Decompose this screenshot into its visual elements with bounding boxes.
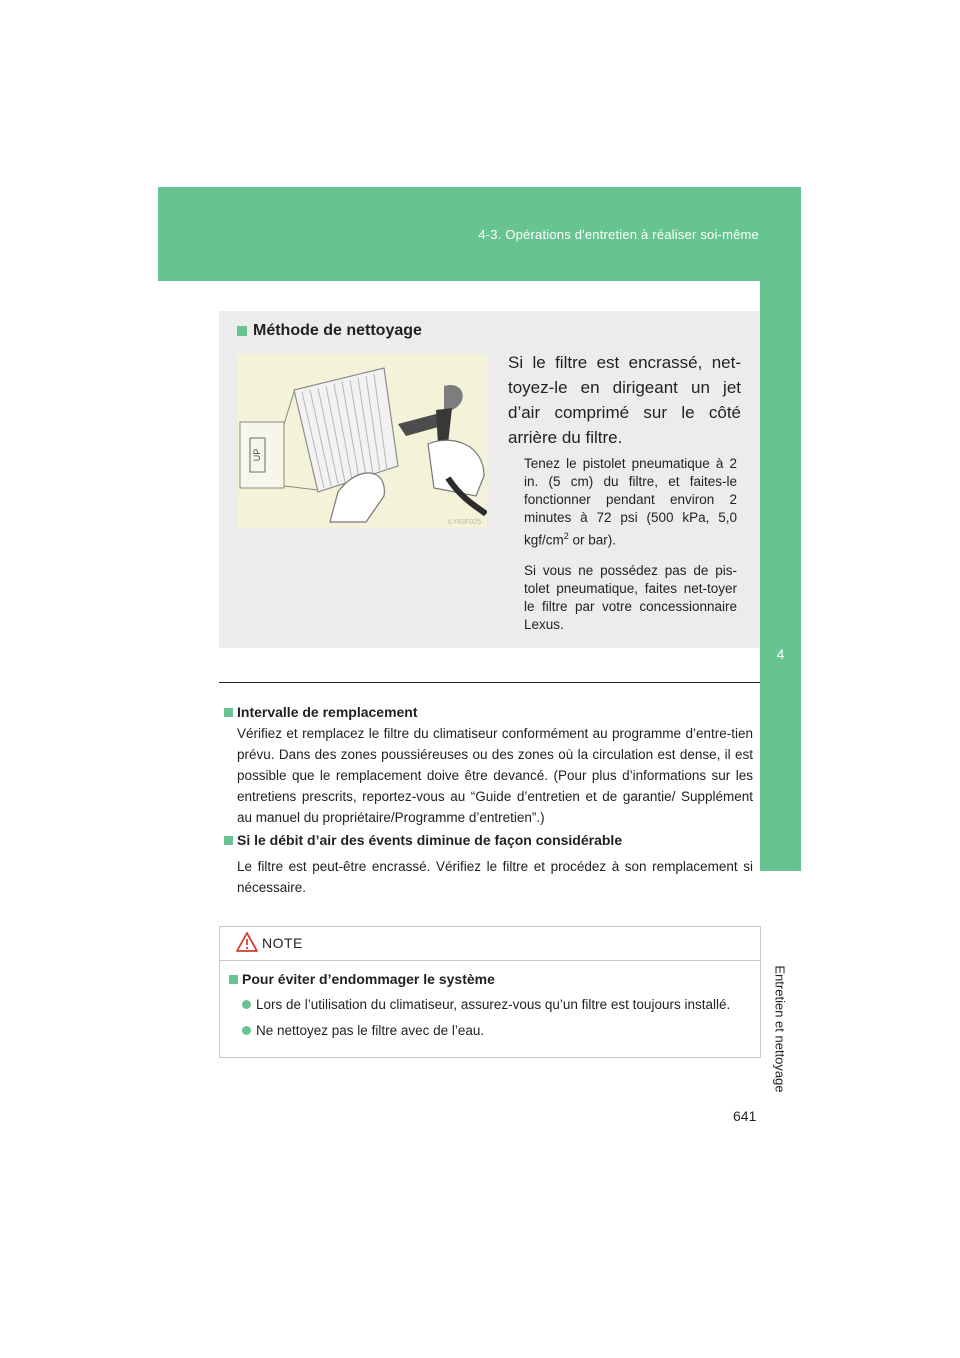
note-item-text: Lors de l’utilisation du climatiseur, assurez-vous qu’un filtre est toujours installé. — [256, 997, 731, 1012]
circle-bullet-icon — [242, 1000, 251, 1009]
section-header-band — [158, 187, 801, 281]
filter-cleaning-illustration — [238, 354, 487, 528]
note-item-text: Ne nettoyez pas le filtre avec de l’eau. — [256, 1023, 485, 1038]
chapter-title: Entretien et nettoyage — [772, 965, 788, 1093]
square-bullet-icon — [229, 975, 238, 984]
section-title: 4-3. Opérations d'entretien à réaliser soi-même — [478, 227, 759, 242]
chapter-side-tab — [760, 281, 801, 1093]
air-gun-instruction-end: or bar). — [568, 532, 617, 548]
air-gun-instruction-text: Tenez le pistolet pneumatique à 2 in. (5 cm) du filtre, et faites-le fonctionner pendant environ 2 minutes à 72 psi (500 kPa, 5,0 kgf/cm — [524, 456, 737, 548]
replacement-interval-heading — [224, 704, 418, 720]
cleaning-method-panel — [219, 311, 760, 648]
note-box — [219, 926, 761, 1058]
no-air-gun-instruction: Si vous ne possédez pas de pis-tolet pneumatique, faites net-toyer le filtre par votre concessionnaire Lexus. — [524, 563, 737, 632]
replacement-interval-text: Vérifiez et remplacez le filtre du climatiseur conformément au programme d’entre-tien prévu. Dans des zones poussiéreuses ou des zones où la circulation est dense, il est possible que le remplacement doive être devancé. (Pour plus d’informations sur les entretiens prescrits, reportez-vous au “Guide d’entretien et de garantie/ Supplément au manuel du propriétaire/Programme d’entretien”.) — [237, 726, 753, 825]
cleaning-method-lead: Si le filtre est encrassé, net-toyez-le en dirigeant un jet d’air comprimé sur le côté arrière du filtre. — [508, 353, 741, 447]
replacement-interval-title: Intervalle de remplacement — [237, 704, 418, 720]
system-protection-heading — [229, 971, 495, 987]
unit-superscript: 2 — [563, 531, 569, 541]
filter-up-label: UP — [252, 448, 262, 462]
note-item — [242, 1023, 484, 1038]
system-protection-title: Pour éviter d’endommager le système — [242, 971, 495, 987]
air-gun-instruction — [524, 455, 737, 550]
note-label: NOTE — [262, 935, 303, 951]
page-number: 641 — [733, 1108, 757, 1124]
note-item — [242, 997, 730, 1012]
warning-triangle-icon — [236, 932, 258, 952]
air-gun-filter-drawing — [238, 354, 487, 528]
note-box-header — [220, 927, 760, 961]
airflow-decrease-heading — [224, 832, 622, 848]
square-bullet-icon — [237, 326, 247, 336]
square-bullet-icon — [224, 836, 233, 845]
airflow-decrease-text: Le filtre est peut-être encrassé. Vérifiez le filtre et procédez à son remplacement si nécessaire. — [237, 859, 753, 895]
airflow-decrease-title: Si le débit d’air des évents diminue de façon considérable — [237, 832, 623, 848]
cleaning-method-heading — [237, 322, 422, 340]
chapter-number: 4 — [776, 646, 785, 662]
section-divider — [219, 682, 760, 683]
cleaning-method-title: Méthode de nettoyage — [253, 322, 422, 339]
illustration-code: ILY43F025 — [447, 519, 481, 526]
circle-bullet-icon — [242, 1026, 251, 1035]
square-bullet-icon — [224, 708, 233, 717]
